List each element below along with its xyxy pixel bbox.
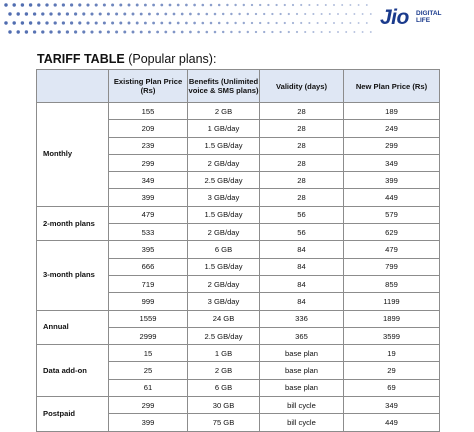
validity-cell: 84 <box>260 293 344 310</box>
new-price-cell: 799 <box>344 258 440 275</box>
plan-category: Monthly <box>37 103 109 207</box>
new-price-cell: 1199 <box>344 293 440 310</box>
decorative-dot <box>173 31 176 34</box>
decorative-dot <box>193 4 196 7</box>
decorative-dot <box>300 4 302 6</box>
decorative-dot <box>164 31 167 34</box>
decorative-dot <box>321 13 323 15</box>
decorative-dot <box>107 30 110 33</box>
plan-category: 3-month plans <box>37 241 109 310</box>
decorative-dot <box>90 30 93 33</box>
decorative-dot <box>206 31 209 34</box>
decorative-dot <box>115 13 118 16</box>
benefits-cell: 2 GB/day <box>188 275 260 292</box>
validity-cell: 28 <box>260 172 344 189</box>
decorative-dot <box>296 13 298 15</box>
title-bold: TARIFF TABLE <box>37 52 125 66</box>
table-row <box>37 345 440 362</box>
table-row <box>37 103 440 120</box>
decorative-dot <box>288 13 290 15</box>
logo-wordmark: Jio <box>380 6 409 29</box>
validity-cell: 84 <box>260 241 344 258</box>
decorative-dot <box>333 4 335 6</box>
decorative-dot <box>70 21 73 24</box>
decorative-dot <box>66 12 69 15</box>
validity-cell: 84 <box>260 275 344 292</box>
existing-price-cell: 299 <box>109 154 188 171</box>
decorative-dot <box>304 13 306 15</box>
decorative-dot <box>119 4 122 7</box>
validity-cell: 28 <box>260 189 344 206</box>
existing-price-cell: 239 <box>109 137 188 154</box>
new-price-cell: 579 <box>344 206 440 223</box>
decorative-dot <box>54 21 57 24</box>
decorative-dot <box>140 31 143 34</box>
validity-cell: 28 <box>260 137 344 154</box>
decorative-dot <box>325 22 327 24</box>
new-price-cell: 1899 <box>344 310 440 327</box>
decorative-dot <box>312 31 314 33</box>
decorative-dot <box>193 22 196 25</box>
decorative-dot <box>189 13 192 16</box>
validity-cell: bill cycle <box>260 397 344 414</box>
new-price-cell: 399 <box>344 172 440 189</box>
decorative-dot <box>70 3 73 6</box>
decorative-dot <box>140 13 143 16</box>
decorative-dot <box>238 13 240 15</box>
decorative-dot <box>164 13 167 16</box>
decorative-dot <box>119 22 122 25</box>
decorative-dot <box>21 3 24 6</box>
decorative-dot <box>210 4 213 7</box>
decorative-dot <box>247 13 249 15</box>
decorative-dot <box>132 31 135 34</box>
benefits-cell: 30 GB <box>188 397 260 414</box>
decorative-dot <box>111 21 114 24</box>
decorative-dot <box>156 31 159 34</box>
decorative-dot <box>222 13 224 15</box>
new-price-cell: 859 <box>344 275 440 292</box>
validity-cell: 28 <box>260 154 344 171</box>
benefits-cell: 1 GB <box>188 345 260 362</box>
header-existing-price: Existing Plan Price (Rs) <box>109 70 188 103</box>
benefits-cell: 2 GB/day <box>188 154 260 171</box>
decorative-dot <box>218 4 221 7</box>
decorative-dot <box>37 3 40 6</box>
decorative-dot <box>103 21 106 24</box>
decorative-dot <box>353 13 355 15</box>
decorative-dot <box>169 22 172 25</box>
decorative-dot <box>304 31 306 33</box>
decorative-dot <box>49 12 52 15</box>
existing-price-cell: 399 <box>109 189 188 206</box>
decorative-dot <box>136 22 139 25</box>
decorative-dot <box>58 30 61 33</box>
decorative-dot <box>341 22 343 24</box>
decorative-dot <box>189 31 192 34</box>
benefits-cell: 24 GB <box>188 310 260 327</box>
jio-logo <box>380 6 440 36</box>
decorative-dot <box>259 4 261 6</box>
benefits-cell: 1 GB/day <box>188 120 260 137</box>
decorative-dot <box>234 22 236 24</box>
new-price-cell: 29 <box>344 362 440 379</box>
decorative-dot <box>337 13 339 15</box>
decorative-dot <box>33 12 36 15</box>
header-new-price: New Plan Price (Rs) <box>344 70 440 103</box>
decorative-dot <box>271 31 273 33</box>
new-price-cell: 449 <box>344 414 440 431</box>
existing-price-cell: 2999 <box>109 327 188 344</box>
decorative-dot <box>123 13 126 16</box>
decorative-dot <box>66 30 69 33</box>
new-price-cell: 3599 <box>344 327 440 344</box>
existing-price-cell: 299 <box>109 397 188 414</box>
decorative-dot <box>366 22 368 24</box>
page-title <box>37 52 216 66</box>
decorative-dot <box>329 13 331 15</box>
decorative-dot <box>173 13 176 16</box>
decorative-dot <box>160 4 163 7</box>
decorative-dot <box>95 3 98 6</box>
benefits-cell: 3 GB/day <box>188 189 260 206</box>
decorative-dot <box>185 22 188 25</box>
decorative-dot <box>181 13 184 16</box>
decorative-dot <box>263 31 265 33</box>
decorative-dot <box>99 30 102 33</box>
existing-price-cell: 209 <box>109 120 188 137</box>
decorative-dot <box>321 31 323 33</box>
decorative-dot <box>111 3 114 6</box>
decorative-dot <box>90 12 93 15</box>
decorative-dot <box>123 31 126 34</box>
decorative-dot <box>341 4 343 6</box>
decorative-dot <box>230 13 232 15</box>
decorative-dot <box>210 22 213 25</box>
plan-category: Data add-on <box>37 345 109 397</box>
decorative-dot <box>29 21 32 24</box>
decorative-dot <box>148 31 151 34</box>
decorative-dot <box>308 4 310 6</box>
benefits-cell: 1.5 GB/day <box>188 258 260 275</box>
decorative-dot <box>300 22 302 24</box>
decorative-dot <box>115 31 118 34</box>
decorative-dot <box>25 30 28 33</box>
benefits-cell: 1.5 GB/day <box>188 137 260 154</box>
decorative-dot <box>144 22 147 25</box>
title-rest: (Popular plans): <box>128 52 217 66</box>
decorative-dot <box>358 4 360 6</box>
decorative-dot <box>251 22 253 24</box>
new-price-cell: 479 <box>344 241 440 258</box>
decorative-dot <box>74 12 77 15</box>
decorative-dot <box>107 12 110 15</box>
decorative-dot <box>353 31 355 33</box>
decorative-dot <box>247 31 249 33</box>
existing-price-cell: 155 <box>109 103 188 120</box>
decorative-dot <box>144 4 147 7</box>
decorative-dot <box>54 3 57 6</box>
decorative-dot <box>41 30 44 33</box>
decorative-dot <box>41 12 44 15</box>
new-price-cell: 299 <box>344 137 440 154</box>
validity-cell: base plan <box>260 345 344 362</box>
decorative-dot <box>358 22 360 24</box>
decorative-dot <box>181 31 184 34</box>
new-price-cell: 349 <box>344 397 440 414</box>
decorative-dot <box>12 3 15 6</box>
existing-price-cell: 533 <box>109 224 188 241</box>
decorative-dot <box>312 13 314 15</box>
logo-tagline <box>416 10 446 24</box>
decorative-dot <box>202 4 205 7</box>
decorative-dot <box>284 4 286 6</box>
new-price-cell: 349 <box>344 154 440 171</box>
tariff-table <box>36 69 440 432</box>
decorative-dot <box>370 31 372 33</box>
decorative-dot <box>243 4 245 6</box>
decorative-dot <box>29 3 32 6</box>
benefits-cell: 6 GB <box>188 379 260 396</box>
benefits-cell: 75 GB <box>188 414 260 431</box>
validity-cell: 365 <box>260 327 344 344</box>
decorative-dot <box>185 4 188 7</box>
existing-price-cell: 399 <box>109 414 188 431</box>
decorative-dot <box>362 31 364 33</box>
decorative-dot <box>366 4 368 6</box>
decorative-dot <box>292 4 294 6</box>
decorative-dot <box>255 13 257 15</box>
existing-price-cell: 666 <box>109 258 188 275</box>
existing-price-cell: 15 <box>109 345 188 362</box>
decorative-dot <box>4 3 7 6</box>
decorative-dot <box>82 12 85 15</box>
decorative-dot <box>238 31 240 33</box>
existing-price-cell: 349 <box>109 172 188 189</box>
decorative-dot <box>197 31 200 34</box>
decorative-dot <box>255 31 257 33</box>
benefits-cell: 1.5 GB/day <box>188 206 260 223</box>
decorative-dot <box>197 13 200 16</box>
plan-category: Postpaid <box>37 397 109 432</box>
decorative-dot <box>152 22 155 25</box>
decorative-dot <box>263 13 265 15</box>
header-validity: Validity (days) <box>260 70 344 103</box>
decorative-dot <box>230 31 232 33</box>
validity-cell: bill cycle <box>260 414 344 431</box>
decorative-dot <box>226 4 228 6</box>
header-benefits: Benefits (Unlimited voice & SMS plans) <box>188 70 260 103</box>
decorative-dot <box>95 21 98 24</box>
validity-cell: 56 <box>260 224 344 241</box>
decorative-dot <box>49 30 52 33</box>
decorative-dot <box>8 12 11 15</box>
decorative-dot <box>218 22 221 25</box>
decorative-dot <box>234 4 236 6</box>
decorative-dot <box>296 31 298 33</box>
decorative-dot <box>271 13 273 15</box>
decorative-dot <box>202 22 205 25</box>
decorative-dot <box>58 12 61 15</box>
decorative-dot <box>349 4 351 6</box>
decorative-dot <box>206 13 209 16</box>
decorative-dot <box>214 31 217 34</box>
benefits-cell: 2.5 GB/day <box>188 327 260 344</box>
validity-cell: base plan <box>260 379 344 396</box>
decorative-dot <box>132 13 135 16</box>
decorative-dot <box>78 3 81 6</box>
decorative-dot <box>99 12 102 15</box>
decorative-dot <box>4 21 7 24</box>
new-price-cell: 189 <box>344 103 440 120</box>
decorative-dot <box>78 21 81 24</box>
benefits-cell: 2.5 GB/day <box>188 172 260 189</box>
benefits-cell: 2 GB/day <box>188 224 260 241</box>
benefits-cell: 6 GB <box>188 241 260 258</box>
benefits-cell: 2 GB <box>188 103 260 120</box>
existing-price-cell: 999 <box>109 293 188 310</box>
decorative-dot <box>329 31 331 33</box>
decorative-dot <box>25 12 28 15</box>
decorative-dot <box>251 4 253 6</box>
decorative-dot <box>160 22 163 25</box>
decorative-dot <box>317 4 319 6</box>
decorative-dot <box>136 4 139 7</box>
table-row <box>37 241 440 258</box>
header-category <box>37 70 109 103</box>
decorative-dot <box>148 13 151 16</box>
table-row <box>37 206 440 223</box>
validity-cell: 84 <box>260 258 344 275</box>
decorative-dot <box>8 30 11 33</box>
decorative-dot <box>62 21 65 24</box>
decorative-dot <box>152 4 155 7</box>
validity-cell: 28 <box>260 103 344 120</box>
table-row <box>37 310 440 327</box>
existing-price-cell: 719 <box>109 275 188 292</box>
decorative-dot <box>45 21 48 24</box>
decorative-dot <box>308 22 310 24</box>
decorative-dot <box>177 4 180 7</box>
decorative-dot <box>62 3 65 6</box>
decorative-dot <box>177 22 180 25</box>
decorative-dot <box>21 21 24 24</box>
decorative-dot <box>284 22 286 24</box>
decorative-dot <box>267 22 269 24</box>
decorative-dot <box>16 12 19 15</box>
decorative-dot <box>128 4 131 7</box>
decorative-dot <box>325 4 327 6</box>
existing-price-cell: 395 <box>109 241 188 258</box>
plan-category: 2-month plans <box>37 206 109 241</box>
decorative-dot <box>226 22 228 24</box>
decorative-dot <box>288 31 290 33</box>
decorative-dot <box>16 30 19 33</box>
decorative-dot <box>275 22 277 24</box>
decorative-dot <box>37 21 40 24</box>
decorative-dot <box>349 22 351 24</box>
decorative-dot <box>214 13 217 16</box>
logo-tagline-line1: DIGITAL <box>416 10 442 17</box>
decorative-dot <box>362 13 364 15</box>
decorative-dot <box>86 3 89 6</box>
existing-price-cell: 479 <box>109 206 188 223</box>
validity-cell: 336 <box>260 310 344 327</box>
decorative-dot <box>82 30 85 33</box>
validity-cell: base plan <box>260 362 344 379</box>
validity-cell: 56 <box>260 206 344 223</box>
table-header-row <box>37 70 440 103</box>
decorative-dot <box>33 30 36 33</box>
decorative-dot <box>275 4 277 6</box>
plan-category: Annual <box>37 310 109 345</box>
new-price-cell: 249 <box>344 120 440 137</box>
decorative-dot <box>103 3 106 6</box>
existing-price-cell: 1559 <box>109 310 188 327</box>
new-price-cell: 19 <box>344 345 440 362</box>
benefits-cell: 2 GB <box>188 362 260 379</box>
decorative-dot <box>86 21 89 24</box>
benefits-cell: 3 GB/day <box>188 293 260 310</box>
decorative-dot <box>12 21 15 24</box>
decorative-dot <box>337 31 339 33</box>
new-price-cell: 629 <box>344 224 440 241</box>
decorative-dot <box>279 31 281 33</box>
decorative-dot <box>267 4 269 6</box>
decorative-dot <box>243 22 245 24</box>
decorative-dot <box>292 22 294 24</box>
existing-price-cell: 61 <box>109 379 188 396</box>
decorative-dot <box>345 13 347 15</box>
decorative-dot <box>259 22 261 24</box>
decorative-dot <box>370 13 372 15</box>
existing-price-cell: 25 <box>109 362 188 379</box>
validity-cell: 28 <box>260 120 344 137</box>
decorative-dot <box>169 4 172 7</box>
new-price-cell: 449 <box>344 189 440 206</box>
logo-tagline-line2: LIFE <box>416 17 431 24</box>
decorative-dot <box>345 31 347 33</box>
table-row <box>37 397 440 414</box>
decorative-dot <box>156 13 159 16</box>
decorative-dot <box>222 31 224 33</box>
decorative-dot <box>74 30 77 33</box>
new-price-cell: 69 <box>344 379 440 396</box>
decorative-dot <box>45 3 48 6</box>
decorative-dot <box>279 13 281 15</box>
decorative-dot <box>333 22 335 24</box>
decorative-dot <box>128 22 131 25</box>
decorative-dot <box>317 22 319 24</box>
